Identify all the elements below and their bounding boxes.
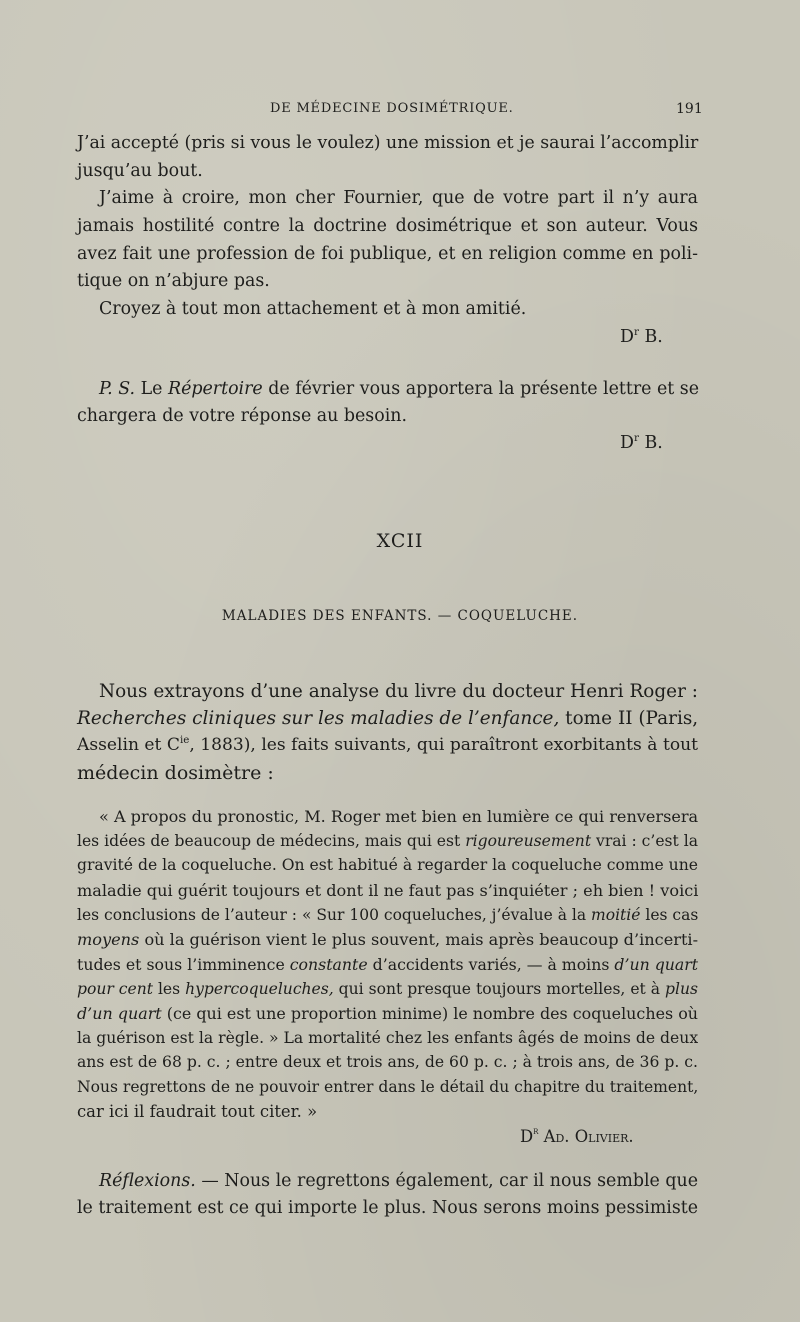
letter-line: tique on n’abjure pas. bbox=[77, 271, 270, 291]
signature-initials: $D^r$ B. bbox=[620, 325, 663, 347]
quote-line: la guérison est la règle. » La mortalité chez les enfants âgés de moins de deux bbox=[77, 1029, 699, 1047]
quote-line: moyens où la guérison vient le plus souvent, mais après beaucoup d’incerti- bbox=[77, 930, 699, 949]
intro-line: médecin dosimètre : bbox=[77, 762, 274, 784]
intro-line: Recherches cliniques sur les maladies de l’enfance, tome II (Paris, bbox=[77, 708, 699, 729]
quote-line: pour cent les hypercoqueluches, qui sont presque toujours mortelles, et à plus bbox=[77, 980, 698, 998]
intro-line: Asselin et $C^{ie}$, 1883), les faits suivants, qui paraîtront exorbitants à tout bbox=[77, 733, 698, 755]
quote-line: « A propos du pronostic, M. Roger met bien en lumière ce qui renversera bbox=[99, 807, 699, 826]
reflexions-line: Réflexions. — Nous le regrettons également, car il nous semble que bbox=[99, 1171, 698, 1191]
reflexions-line: le traitement est ce qui importe le plus. Nous serons moins pessimiste bbox=[77, 1198, 698, 1218]
postscript-line: P. S. Le Répertoire de février vous apportera la présente lettre et se bbox=[99, 379, 700, 399]
signature-initials: $D^r$ B. bbox=[620, 431, 663, 453]
quote-line: maladie qui guérit toujours et dont il ne faut pas s’inquiéter ; eh bien ! voici bbox=[77, 881, 699, 900]
letter-line: jamais hostilité contre la doctrine dosimétrique et son auteur. Vous bbox=[77, 216, 698, 236]
quote-line: Nous regrettons de ne pouvoir entrer dans le détail du chapitre du traitement, bbox=[77, 1078, 699, 1096]
page-number: 191 bbox=[676, 101, 703, 117]
letter-line: J’aime à croire, mon cher Fournier, que de votre part il n’y aura bbox=[99, 188, 698, 208]
quote-line: gravité de la coqueluche. On est habitué à regarder la coqueluche comme une bbox=[77, 856, 698, 874]
letter-line: jusqu’au bout. bbox=[77, 161, 203, 181]
intro-line: Nous extrayons d’une analyse du livre du docteur Henri Roger : bbox=[99, 681, 698, 702]
section-title: MALADIES DES ENFANTS. — COQUELUCHE. bbox=[221, 608, 579, 624]
postscript-line: chargera de votre réponse au besoin. bbox=[77, 406, 407, 426]
quote-line: les idées de beaucoup de médecins, mais qui est rigoureusement vrai : c’est la bbox=[77, 832, 698, 850]
letter-line: avez fait une profession de foi publique, et en religion comme en poli- bbox=[77, 244, 698, 264]
letter-line: J’ai accepté (pris si vous le voulez) une mission et je saurai l’accomplir bbox=[77, 133, 699, 153]
quote-signature: $D^r$ Ad. Olivier. bbox=[520, 1126, 634, 1146]
quote-line: tudes et sous l’imminence constante d’accidents variés, — à moins d’un quart bbox=[77, 955, 699, 974]
section-number: XCII bbox=[376, 530, 424, 552]
letter-line: Croyez à tout mon attachement et à mon amitié. bbox=[99, 299, 527, 319]
quote-line: d’un quart (ce qui est une proportion minime) le nombre des coqueluches où bbox=[77, 1004, 699, 1023]
running-title: DE MÉDECINE DOSIMÉTRIQUE. bbox=[270, 101, 514, 116]
quote-line: ans est de 68 p. c. ; entre deux et trois ans, de 60 p. c. ; à trois ans, de 36 p. c. bbox=[77, 1053, 698, 1071]
quote-line: les conclusions de l’auteur : « Sur 100 coqueluches, j’évalue à la moitié les cas bbox=[77, 906, 699, 924]
quote-line: car ici il faudrait tout citer. » bbox=[77, 1102, 318, 1121]
